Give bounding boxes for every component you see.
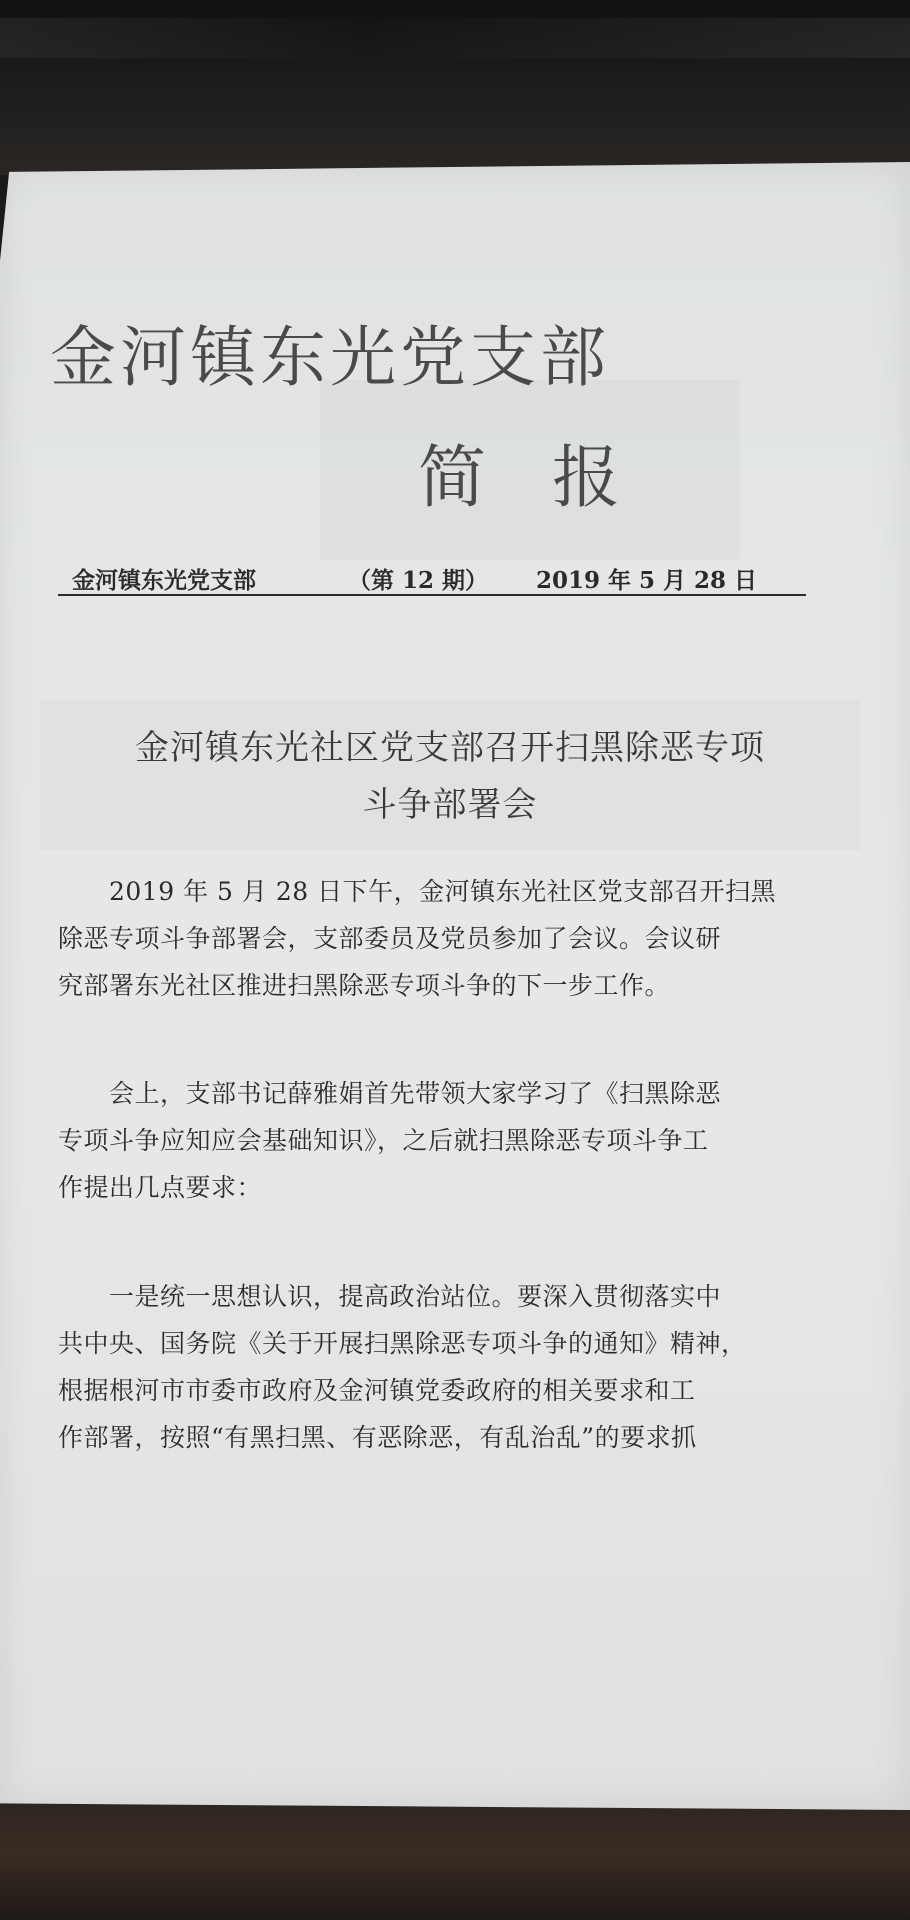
paragraph-line: 除恶专项斗争部署会，支部委员及党员参加了会议。会议研: [58, 924, 722, 953]
paragraph-line: 究部署东光社区推进扫黑除恶专项斗争的下一步工作。: [58, 971, 671, 1000]
issue-number: （第 12 期）: [348, 567, 489, 594]
paragraph-line: 根据根河市市委市政府及金河镇党委政府的相关要求和工: [58, 1376, 696, 1405]
paragraph-line: 2019 年 5 月 28 日下午，金河镇东光社区党支部召开扫黑: [58, 877, 777, 906]
paragraph-line: 会上，支部书记薛雅娟首先带领大家学习了《扫黑除恶: [58, 1079, 722, 1108]
paragraph: [58, 868, 858, 1009]
paragraph-line: 作提出几点要求：: [58, 1173, 263, 1202]
paragraph-line: 专项斗争应知应会基础知识》，之后就扫黑除恶专项斗争工: [58, 1126, 709, 1155]
masthead-title: 金河镇东光党支部: [50, 319, 610, 396]
background-bottom: [0, 1795, 910, 1920]
article-title-line: 斗争部署会: [362, 785, 538, 825]
issue-date: 2019 年 5 月 28 日: [536, 567, 758, 594]
paragraph: [58, 1273, 858, 1461]
issue-line: [58, 558, 806, 596]
paragraph: [58, 1070, 858, 1211]
article-title-line: 金河镇东光社区党支部召开扫黑除恶专项: [135, 728, 765, 768]
background-top: [0, 0, 910, 175]
masthead-subtitle: 简报: [418, 439, 687, 518]
paragraph-line: 作部署，按照“有黑扫黑、有恶除恶，有乱治乱”的要求抓: [58, 1423, 697, 1452]
paragraph-line: 共中央、国务院《关于开展扫黑除恶专项斗争的通知》精神，: [58, 1329, 747, 1358]
paragraph-line: 一是统一思想认识，提高政治站位。要深入贯彻落实中: [58, 1282, 722, 1311]
article-title: [40, 720, 860, 834]
issue-organization: 金河镇东光党支部: [72, 567, 256, 594]
